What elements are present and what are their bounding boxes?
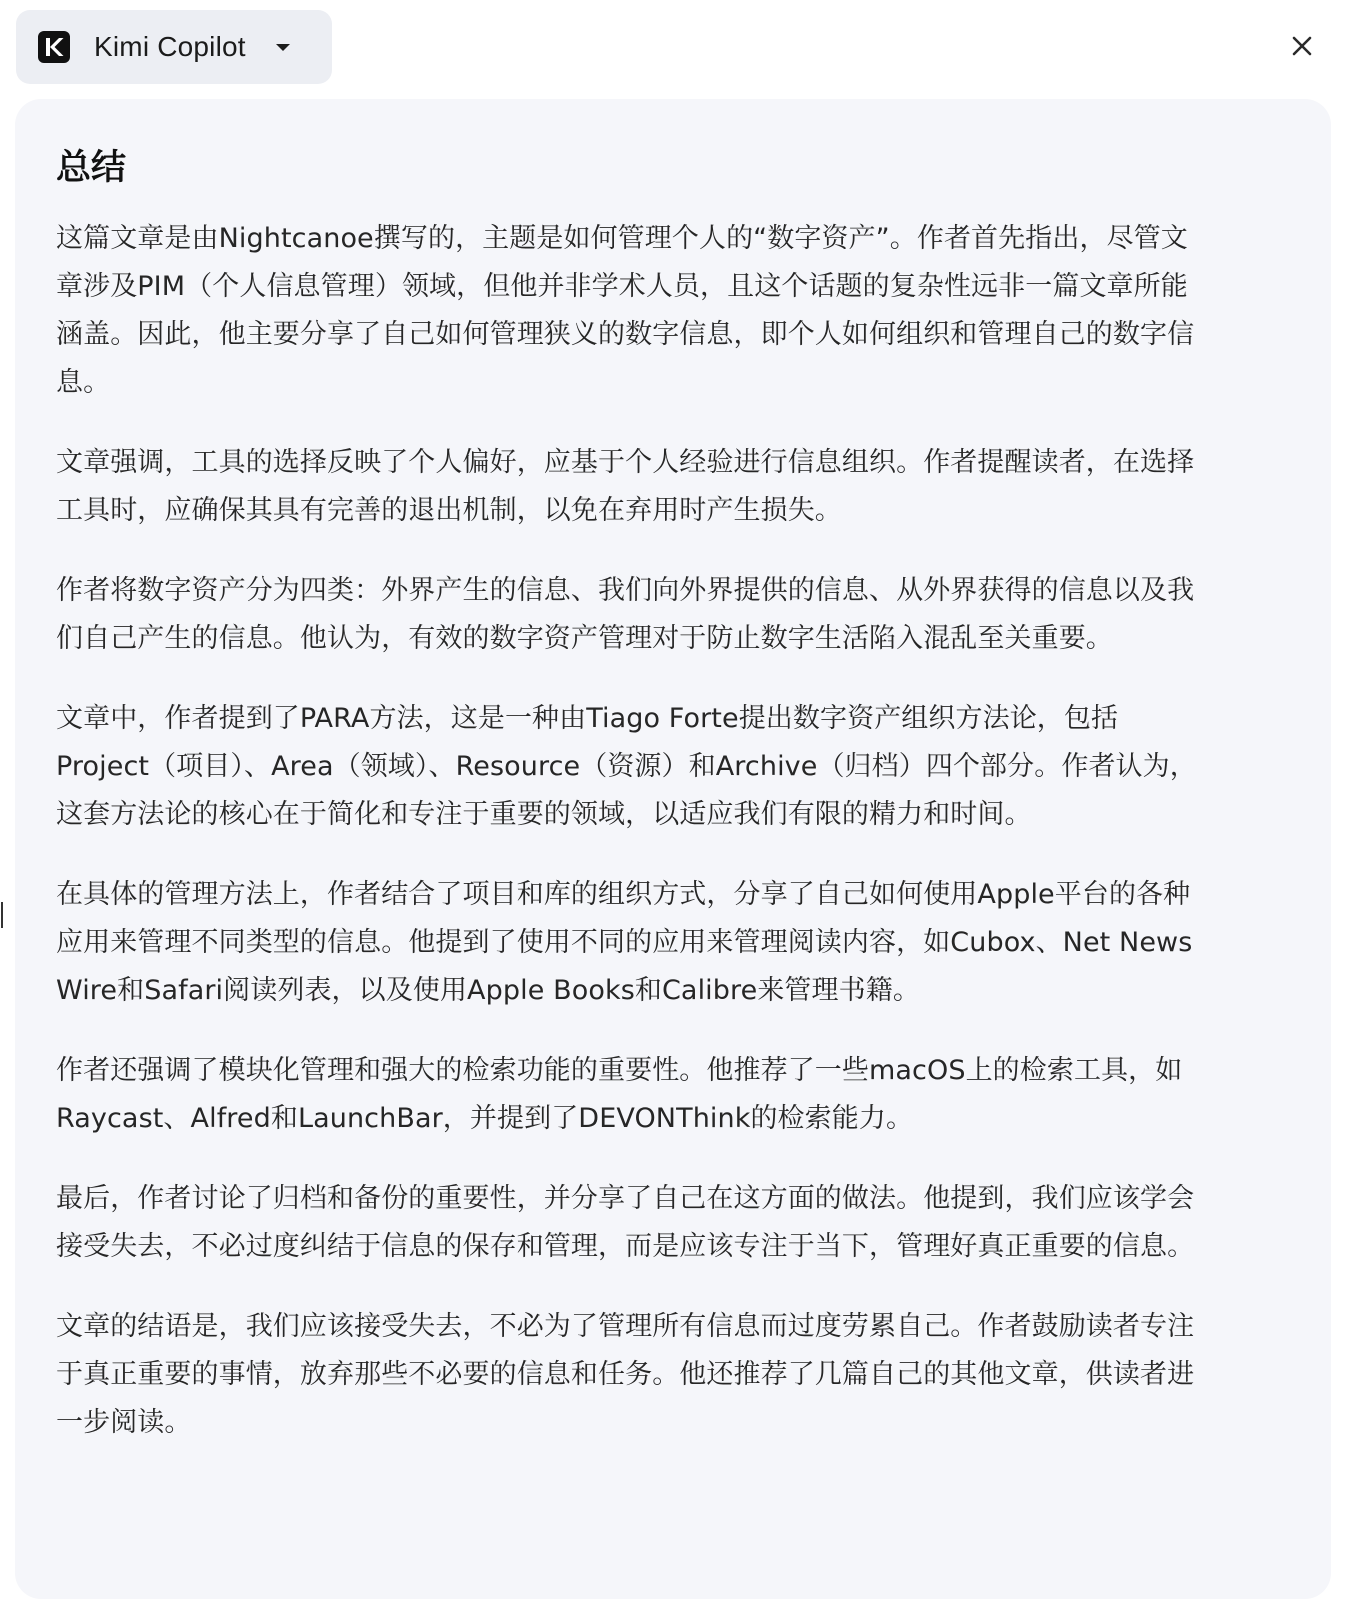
summary-paragraph: 作者还强调了模块化管理和强大的检索功能的重要性。他推荐了一些macOS上的检索工具，如Raycast、Alfred和LaunchBar，并提到了DEVONThink的检索能力。 [56, 1055, 1183, 1134]
close-icon [1291, 35, 1313, 61]
app-name-label: Kimi Copilot [94, 31, 246, 62]
chevron-down-icon [274, 41, 292, 53]
text-cursor [1, 902, 3, 928]
app-switcher-button[interactable] [16, 10, 332, 84]
summary-paragraph: 这篇文章是由Nightcanoe撰写的，主题是如何管理个人的“数字资产”。作者首先指出，尽管文章涉及PIM（个人信息管理）领域，但他并非学术人员，且这个话题的复杂性远非一篇文章所能涵盖。因此，他主要分享了自己如何管理狭义的数字信息，即个人如何组织和管理自己的数字信息。 [56, 223, 1195, 398]
summary-paragraph: 文章的结语是，我们应该接受失去，不必为了管理所有信息而过度劳累自己。作者鼓励读者专注于真正重要的事情，放弃那些不必要的信息和任务。他还推荐了几篇自己的其他文章，供读者进一步阅读。 [56, 1311, 1195, 1438]
summary-title: 总结 [56, 148, 127, 188]
summary-paragraph: 文章强调，工具的选择反映了个人偏好，应基于个人经验进行信息组织。作者提醒读者，在选择工具时，应确保其具有完善的退出机制，以免在弃用时产生损失。 [56, 447, 1195, 526]
close-button[interactable] [1282, 28, 1322, 68]
summary-paragraph: 作者将数字资产分为四类：外界产生的信息、我们向外界提供的信息、从外界获得的信息以及我们自己产生的信息。他认为，有效的数字资产管理对于防止数字生活陷入混乱至关重要。 [56, 575, 1195, 654]
summary-paragraph: 最后，作者讨论了归档和备份的重要性，并分享了自己在这方面的做法。他提到，我们应该学会接受失去，不必过度纠结于信息的保存和管理，而是应该专注于当下，管理好真正重要的信息。 [56, 1183, 1195, 1262]
summary-paragraph: 文章中，作者提到了PARA方法，这是一种由Tiago Forte提出数字资产组织方法论，包括Project（项目）、Area（领域）、Resource（资源）和Archive（归档）四个部分。作者认为，这套方法论的核心在于简化和专注于重要的领域，以适应我们有限的精力和时间。 [56, 703, 1197, 830]
kimi-logo-icon [38, 31, 70, 63]
summary-paragraph: 在具体的管理方法上，作者结合了项目和库的组织方式，分享了自己如何使用Apple平台的各种应用来管理不同类型的信息。他提到了使用不同的应用来管理阅读内容，如Cubox、Net News Wire和Safari阅读列表，以及使用Apple Books和Calibre来管理书籍。 [56, 879, 1193, 1006]
header-bar [0, 0, 1346, 96]
summary-card [15, 99, 1331, 1599]
